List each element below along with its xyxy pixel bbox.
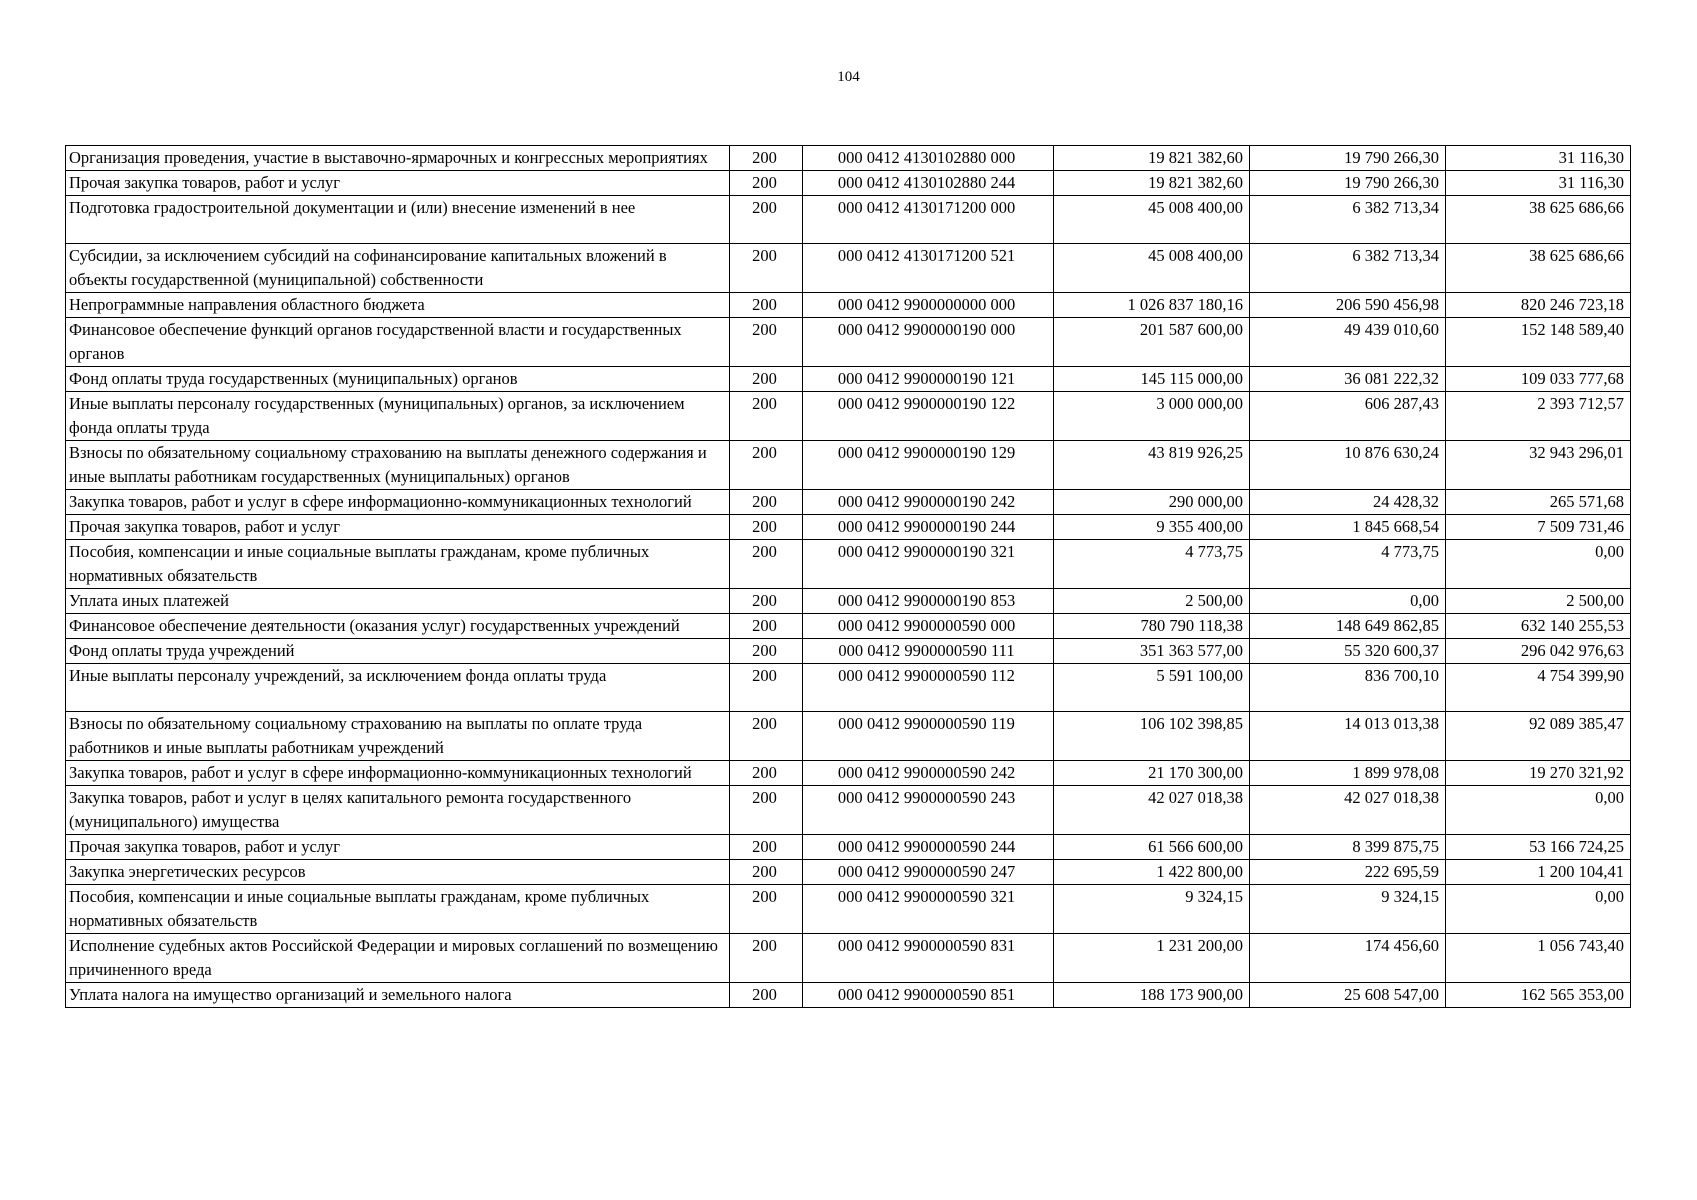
executed-amount-cell: 0,00 (1250, 589, 1446, 614)
expense-name-cell: Субсидии, за исключением субсидий на софинансирование капитальных вложений в объекты государственной (муниципальной) собственности (66, 244, 730, 293)
table-row (66, 318, 1631, 367)
classification-code-cell: 000 0412 9900000190 000 (803, 318, 1054, 367)
classification-code-cell: 000 0412 9900000590 244 (803, 835, 1054, 860)
classification-code-cell: 000 0412 9900000590 243 (803, 786, 1054, 835)
line-code-cell: 200 (730, 196, 803, 244)
classification-code-cell: 000 0412 4130102880 244 (803, 171, 1054, 196)
line-code-cell: 200 (730, 367, 803, 392)
expense-name-cell: Уплата иных платежей (66, 589, 730, 614)
table-row (66, 614, 1631, 639)
unexecuted-amount-cell: 92 089 385,47 (1446, 712, 1631, 761)
unexecuted-amount-cell: 19 270 321,92 (1446, 761, 1631, 786)
table-row (66, 589, 1631, 614)
expense-name-cell: Уплата налога на имущество организаций и земельного налога (66, 983, 730, 1008)
line-code-cell: 200 (730, 786, 803, 835)
line-code-cell: 200 (730, 589, 803, 614)
classification-code-cell: 000 0412 9900000590 119 (803, 712, 1054, 761)
approved-amount-cell: 201 587 600,00 (1054, 318, 1250, 367)
table-row (66, 146, 1631, 171)
classification-code-cell: 000 0412 9900000590 242 (803, 761, 1054, 786)
table-row (66, 885, 1631, 934)
unexecuted-amount-cell: 109 033 777,68 (1446, 367, 1631, 392)
unexecuted-amount-cell: 0,00 (1446, 885, 1631, 934)
table-row (66, 786, 1631, 835)
unexecuted-amount-cell: 31 116,30 (1446, 146, 1631, 171)
table-row (66, 392, 1631, 441)
line-code-cell: 200 (730, 860, 803, 885)
table-row (66, 244, 1631, 293)
approved-amount-cell: 61 566 600,00 (1054, 835, 1250, 860)
table-row (66, 712, 1631, 761)
expense-name-cell: Пособия, компенсации и иные социальные выплаты гражданам, кроме публичных нормативных обязательств (66, 885, 730, 934)
expense-name-cell: Фонд оплаты труда учреждений (66, 639, 730, 664)
expense-name-cell: Фонд оплаты труда государственных (муниципальных) органов (66, 367, 730, 392)
executed-amount-cell: 1 899 978,08 (1250, 761, 1446, 786)
unexecuted-amount-cell: 152 148 589,40 (1446, 318, 1631, 367)
table-row (66, 490, 1631, 515)
line-code-cell: 200 (730, 515, 803, 540)
classification-code-cell: 000 0412 9900000590 851 (803, 983, 1054, 1008)
table-body (66, 146, 1631, 1008)
executed-amount-cell: 24 428,32 (1250, 490, 1446, 515)
classification-code-cell: 000 0412 9900000190 244 (803, 515, 1054, 540)
line-code-cell: 200 (730, 293, 803, 318)
executed-amount-cell: 42 027 018,38 (1250, 786, 1446, 835)
line-code-cell: 200 (730, 835, 803, 860)
unexecuted-amount-cell: 1 056 743,40 (1446, 934, 1631, 983)
expense-name-cell: Взносы по обязательному социальному страхованию на выплаты денежного содержания и иные выплаты работникам государственных (муниципальных) органов (66, 441, 730, 490)
approved-amount-cell: 2 500,00 (1054, 589, 1250, 614)
executed-amount-cell: 606 287,43 (1250, 392, 1446, 441)
expense-name-cell: Финансовое обеспечение деятельности (оказания услуг) государственных учреждений (66, 614, 730, 639)
expense-name-cell: Взносы по обязательному социальному страхованию на выплаты по оплате труда работников и иные выплаты работникам учреждений (66, 712, 730, 761)
approved-amount-cell: 4 773,75 (1054, 540, 1250, 589)
unexecuted-amount-cell: 0,00 (1446, 540, 1631, 589)
approved-amount-cell: 9 355 400,00 (1054, 515, 1250, 540)
line-code-cell: 200 (730, 761, 803, 786)
approved-amount-cell: 45 008 400,00 (1054, 196, 1250, 244)
line-code-cell: 200 (730, 244, 803, 293)
executed-amount-cell: 8 399 875,75 (1250, 835, 1446, 860)
classification-code-cell: 000 0412 9900000590 831 (803, 934, 1054, 983)
line-code-cell: 200 (730, 490, 803, 515)
executed-amount-cell: 222 695,59 (1250, 860, 1446, 885)
expense-name-cell: Иные выплаты персоналу учреждений, за исключением фонда оплаты труда (66, 664, 730, 712)
expense-name-cell: Иные выплаты персоналу государственных (муниципальных) органов, за исключением фонда оплаты труда (66, 392, 730, 441)
approved-amount-cell: 19 821 382,60 (1054, 171, 1250, 196)
classification-code-cell: 000 0412 9900000590 000 (803, 614, 1054, 639)
executed-amount-cell: 14 013 013,38 (1250, 712, 1446, 761)
line-code-cell: 200 (730, 664, 803, 712)
approved-amount-cell: 1 231 200,00 (1054, 934, 1250, 983)
unexecuted-amount-cell: 1 200 104,41 (1446, 860, 1631, 885)
table-row (66, 196, 1631, 244)
line-code-cell: 200 (730, 712, 803, 761)
classification-code-cell: 000 0412 9900000590 112 (803, 664, 1054, 712)
unexecuted-amount-cell: 265 571,68 (1446, 490, 1631, 515)
executed-amount-cell: 6 382 713,34 (1250, 196, 1446, 244)
table-row (66, 860, 1631, 885)
executed-amount-cell: 9 324,15 (1250, 885, 1446, 934)
approved-amount-cell: 3 000 000,00 (1054, 392, 1250, 441)
executed-amount-cell: 10 876 630,24 (1250, 441, 1446, 490)
classification-code-cell: 000 0412 9900000190 122 (803, 392, 1054, 441)
approved-amount-cell: 106 102 398,85 (1054, 712, 1250, 761)
classification-code-cell: 000 0412 4130171200 000 (803, 196, 1054, 244)
unexecuted-amount-cell: 4 754 399,90 (1446, 664, 1631, 712)
classification-code-cell: 000 0412 9900000190 121 (803, 367, 1054, 392)
approved-amount-cell: 351 363 577,00 (1054, 639, 1250, 664)
expense-name-cell: Непрограммные направления областного бюджета (66, 293, 730, 318)
table-row (66, 835, 1631, 860)
executed-amount-cell: 6 382 713,34 (1250, 244, 1446, 293)
executed-amount-cell: 174 456,60 (1250, 934, 1446, 983)
executed-amount-cell: 836 700,10 (1250, 664, 1446, 712)
approved-amount-cell: 1 026 837 180,16 (1054, 293, 1250, 318)
line-code-cell: 200 (730, 885, 803, 934)
executed-amount-cell: 148 649 862,85 (1250, 614, 1446, 639)
expense-name-cell: Организация проведения, участие в выставочно-ярмарочных и конгрессных мероприятиях (66, 146, 730, 171)
line-code-cell: 200 (730, 639, 803, 664)
table-row (66, 639, 1631, 664)
unexecuted-amount-cell: 32 943 296,01 (1446, 441, 1631, 490)
classification-code-cell: 000 0412 9900000190 242 (803, 490, 1054, 515)
table-row (66, 983, 1631, 1008)
classification-code-cell: 000 0412 4130171200 521 (803, 244, 1054, 293)
table-row (66, 761, 1631, 786)
table-row (66, 664, 1631, 712)
line-code-cell: 200 (730, 318, 803, 367)
approved-amount-cell: 9 324,15 (1054, 885, 1250, 934)
line-code-cell: 200 (730, 171, 803, 196)
line-code-cell: 200 (730, 146, 803, 171)
executed-amount-cell: 19 790 266,30 (1250, 171, 1446, 196)
unexecuted-amount-cell: 7 509 731,46 (1446, 515, 1631, 540)
executed-amount-cell: 55 320 600,37 (1250, 639, 1446, 664)
approved-amount-cell: 42 027 018,38 (1054, 786, 1250, 835)
expense-name-cell: Закупка энергетических ресурсов (66, 860, 730, 885)
approved-amount-cell: 290 000,00 (1054, 490, 1250, 515)
unexecuted-amount-cell: 53 166 724,25 (1446, 835, 1631, 860)
classification-code-cell: 000 0412 9900000590 321 (803, 885, 1054, 934)
table-row (66, 441, 1631, 490)
executed-amount-cell: 36 081 222,32 (1250, 367, 1446, 392)
page-number: 104 (837, 69, 860, 85)
classification-code-cell: 000 0412 9900000000 000 (803, 293, 1054, 318)
unexecuted-amount-cell: 38 625 686,66 (1446, 196, 1631, 244)
approved-amount-cell: 780 790 118,38 (1054, 614, 1250, 639)
line-code-cell: 200 (730, 540, 803, 589)
executed-amount-cell: 206 590 456,98 (1250, 293, 1446, 318)
unexecuted-amount-cell: 296 042 976,63 (1446, 639, 1631, 664)
unexecuted-amount-cell: 632 140 255,53 (1446, 614, 1631, 639)
table-row (66, 171, 1631, 196)
approved-amount-cell: 1 422 800,00 (1054, 860, 1250, 885)
table-row (66, 934, 1631, 983)
budget-execution-table (65, 145, 1631, 1008)
expense-name-cell: Пособия, компенсации и иные социальные выплаты гражданам, кроме публичных нормативных обязательств (66, 540, 730, 589)
line-code-cell: 200 (730, 441, 803, 490)
expense-name-cell: Прочая закупка товаров, работ и услуг (66, 835, 730, 860)
expense-name-cell: Закупка товаров, работ и услуг в целях капитального ремонта государственного (муниципального) имущества (66, 786, 730, 835)
expense-name-cell: Закупка товаров, работ и услуг в сфере информационно-коммуникационных технологий (66, 490, 730, 515)
classification-code-cell: 000 0412 9900000190 853 (803, 589, 1054, 614)
expense-name-cell: Прочая закупка товаров, работ и услуг (66, 515, 730, 540)
line-code-cell: 200 (730, 934, 803, 983)
unexecuted-amount-cell: 820 246 723,18 (1446, 293, 1631, 318)
table-row (66, 515, 1631, 540)
unexecuted-amount-cell: 162 565 353,00 (1446, 983, 1631, 1008)
approved-amount-cell: 145 115 000,00 (1054, 367, 1250, 392)
executed-amount-cell: 49 439 010,60 (1250, 318, 1446, 367)
line-code-cell: 200 (730, 614, 803, 639)
classification-code-cell: 000 0412 9900000190 129 (803, 441, 1054, 490)
unexecuted-amount-cell: 2 500,00 (1446, 589, 1631, 614)
table-row (66, 293, 1631, 318)
approved-amount-cell: 43 819 926,25 (1054, 441, 1250, 490)
executed-amount-cell: 4 773,75 (1250, 540, 1446, 589)
unexecuted-amount-cell: 38 625 686,66 (1446, 244, 1631, 293)
table-row (66, 367, 1631, 392)
expense-name-cell: Прочая закупка товаров, работ и услуг (66, 171, 730, 196)
line-code-cell: 200 (730, 983, 803, 1008)
classification-code-cell: 000 0412 9900000590 111 (803, 639, 1054, 664)
line-code-cell: 200 (730, 392, 803, 441)
executed-amount-cell: 1 845 668,54 (1250, 515, 1446, 540)
unexecuted-amount-cell: 0,00 (1446, 786, 1631, 835)
approved-amount-cell: 188 173 900,00 (1054, 983, 1250, 1008)
classification-code-cell: 000 0412 9900000190 321 (803, 540, 1054, 589)
executed-amount-cell: 25 608 547,00 (1250, 983, 1446, 1008)
approved-amount-cell: 19 821 382,60 (1054, 146, 1250, 171)
unexecuted-amount-cell: 2 393 712,57 (1446, 392, 1631, 441)
unexecuted-amount-cell: 31 116,30 (1446, 171, 1631, 196)
table-row (66, 540, 1631, 589)
expense-name-cell: Исполнение судебных актов Российской Федерации и мировых соглашений по возмещению причиненного вреда (66, 934, 730, 983)
classification-code-cell: 000 0412 9900000590 247 (803, 860, 1054, 885)
expense-name-cell: Финансовое обеспечение функций органов государственной власти и государственных органов (66, 318, 730, 367)
approved-amount-cell: 45 008 400,00 (1054, 244, 1250, 293)
approved-amount-cell: 5 591 100,00 (1054, 664, 1250, 712)
approved-amount-cell: 21 170 300,00 (1054, 761, 1250, 786)
expense-name-cell: Подготовка градостроительной документации и (или) внесение изменений в нее (66, 196, 730, 244)
executed-amount-cell: 19 790 266,30 (1250, 146, 1446, 171)
expense-name-cell: Закупка товаров, работ и услуг в сфере информационно-коммуникационных технологий (66, 761, 730, 786)
classification-code-cell: 000 0412 4130102880 000 (803, 146, 1054, 171)
